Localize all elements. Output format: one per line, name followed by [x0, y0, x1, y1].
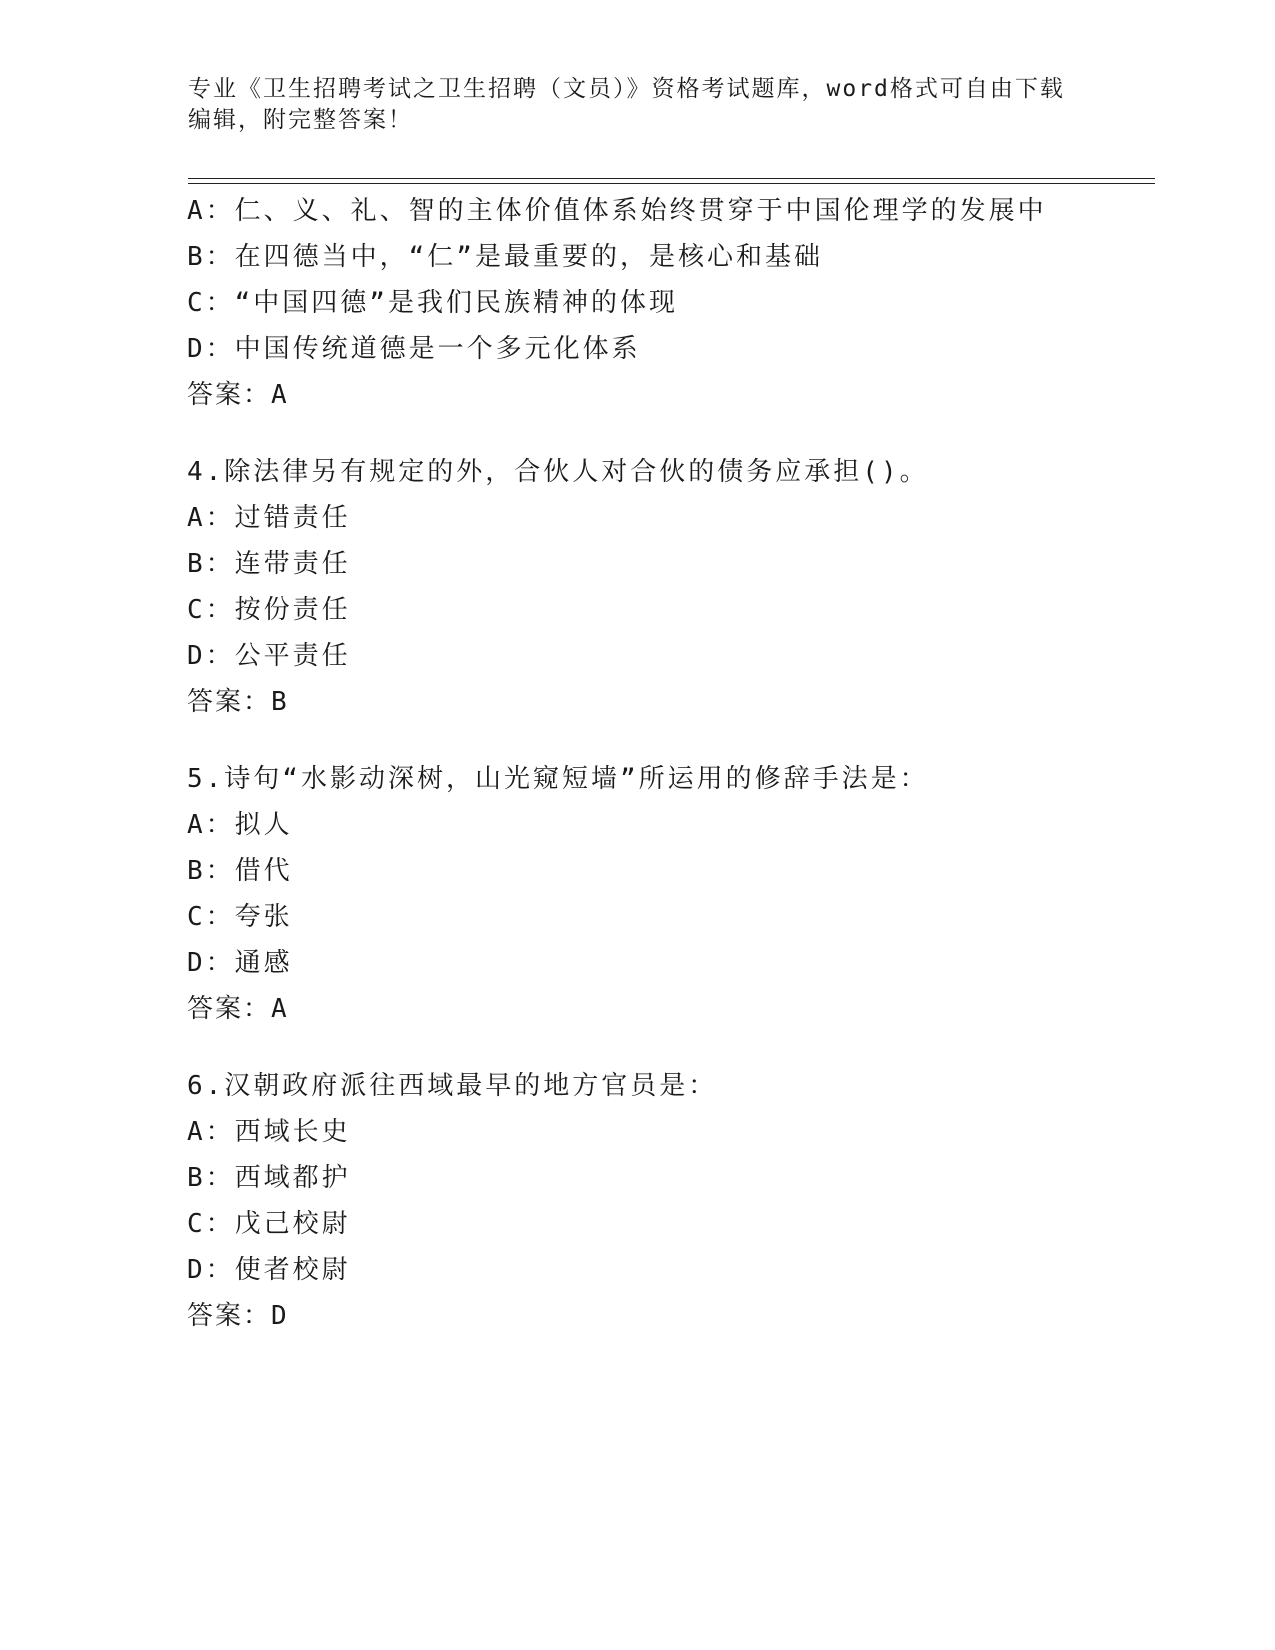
question-title: 5.诗句“水影动深树，山光窥短墙”所运用的修辞手法是：	[187, 764, 929, 794]
answer-label: 答案：	[187, 1301, 272, 1331]
question-4	[187, 449, 1167, 725]
header-divider-top	[188, 178, 1155, 179]
option-c: C：夸张	[187, 902, 293, 932]
option-d: D：使者校尉	[187, 1255, 351, 1285]
answer-line	[187, 372, 1167, 418]
answer-value: A	[271, 380, 289, 410]
option-b: B：西域都护	[187, 1163, 351, 1193]
header-line-2: 编辑，附完整答案！	[188, 107, 413, 133]
answer-value: D	[271, 1301, 289, 1331]
option-b: B：在四德当中，“仁”是最重要的，是核心和基础	[187, 242, 823, 272]
header-divider-bottom	[188, 183, 1155, 184]
answer-line	[187, 986, 1167, 1032]
question-3	[187, 188, 1167, 418]
question-6	[187, 1063, 1167, 1339]
option-a: A：仁、义、礼、智的主体价值体系始终贯穿于中国伦理学的发展中	[187, 196, 1047, 226]
question-title: 4.除法律另有规定的外，合伙人对合伙的债务应承担()。	[187, 457, 929, 487]
option-a: A：过错责任	[187, 503, 351, 533]
option-a: A：西域长史	[187, 1117, 351, 1147]
answer-label: 答案：	[187, 994, 272, 1024]
option-b: B：连带责任	[187, 549, 351, 579]
header-line-1: 专业《卫生招聘考试之卫生招聘（文员）》资格考试题库，word格式可自由下载	[188, 76, 1065, 102]
option-c: C：戊己校尉	[187, 1209, 351, 1239]
question-list	[187, 188, 1167, 1370]
option-d: D：公平责任	[187, 641, 351, 671]
answer-line	[187, 1293, 1167, 1339]
option-d: D：通感	[187, 948, 293, 978]
question-title: 6.汉朝政府派往西域最早的地方官员是：	[187, 1071, 718, 1101]
question-5	[187, 756, 1167, 1032]
answer-label: 答案：	[187, 687, 272, 717]
option-a: A：拟人	[187, 810, 293, 840]
answer-value: B	[271, 687, 289, 717]
answer-label: 答案：	[187, 380, 272, 410]
option-b: B：借代	[187, 856, 293, 886]
option-d: D：中国传统道德是一个多元化体系	[187, 334, 641, 364]
option-c: C：按份责任	[187, 595, 351, 625]
answer-line	[187, 679, 1167, 725]
answer-value: A	[271, 994, 289, 1024]
option-c: C：“中国四德”是我们民族精神的体现	[187, 288, 678, 318]
document-header	[188, 74, 1088, 136]
